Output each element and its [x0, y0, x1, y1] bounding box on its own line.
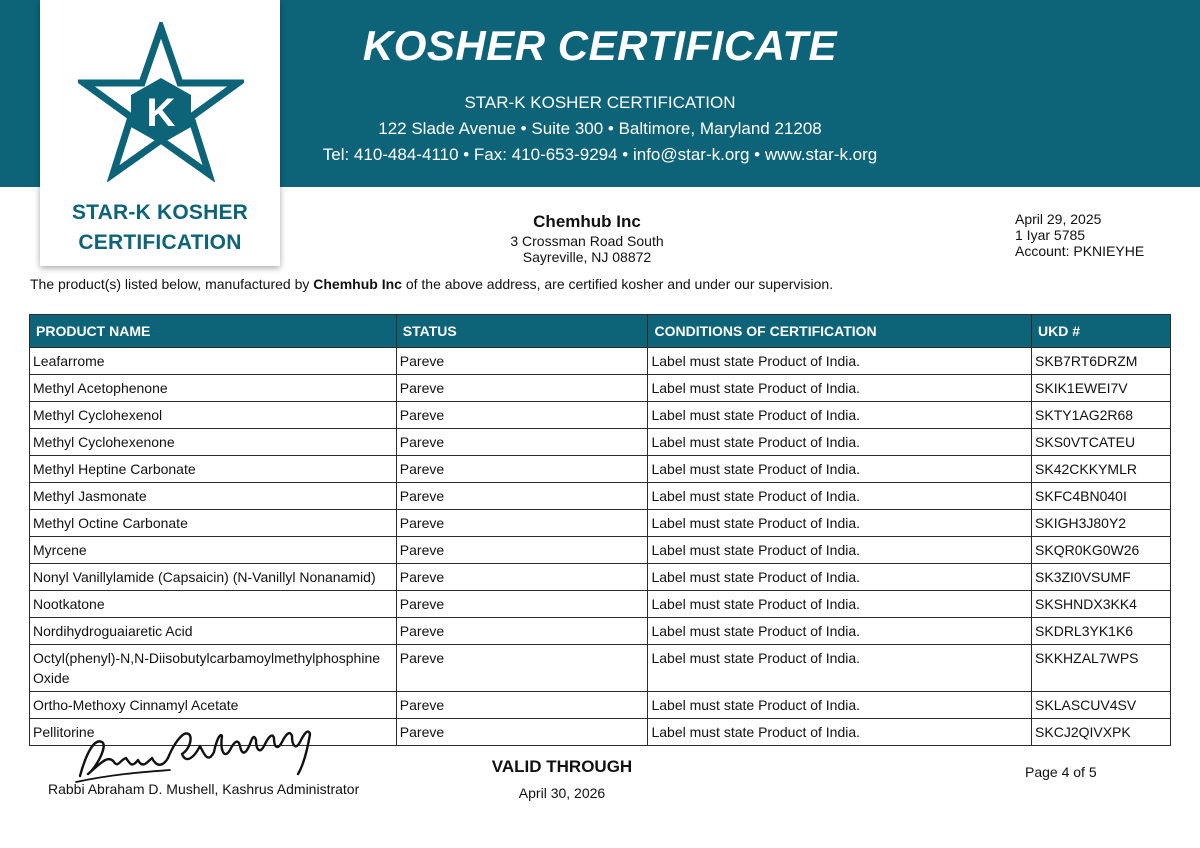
logo-letter: K — [146, 91, 176, 135]
status-cell: Pareve — [396, 537, 648, 564]
conditions-cell: Label must state Product of India. — [648, 456, 1032, 483]
table-row — [30, 348, 1171, 375]
status-cell: Pareve — [396, 483, 648, 510]
logo-text — [40, 198, 280, 258]
header-status: STATUS — [396, 315, 648, 348]
product-name-cell: Methyl Acetophenone — [30, 375, 397, 402]
product-name-cell: Octyl(phenyl)-N,N-Diisobutylcarbamoylmethylphosphine Oxide — [30, 645, 397, 692]
account-number: Account: PKNIEYHE — [1015, 243, 1145, 259]
table-row — [30, 375, 1171, 402]
product-name-cell: Nonyl Vanillylamide (Capsaicin) (N-Vanillyl Nonanamid) — [30, 564, 397, 591]
logo-text-line1: STAR-K KOSHER — [71, 201, 249, 224]
table-row — [30, 645, 1171, 692]
conditions-cell: Label must state Product of India. — [648, 591, 1032, 618]
conditions-cell: Label must state Product of India. — [648, 348, 1032, 375]
product-name-cell: Leafarrome — [30, 348, 397, 375]
company-city: Sayreville, NJ 08872 — [522, 249, 652, 265]
status-cell: Pareve — [396, 456, 648, 483]
ukd-cell: SKS0VTCATEU — [1032, 429, 1171, 456]
ukd-cell: SKTY1AG2R68 — [1032, 402, 1171, 429]
conditions-cell: Label must state Product of India. — [648, 429, 1032, 456]
table-header-row — [30, 315, 1171, 348]
conditions-cell: Label must state Product of India. — [648, 618, 1032, 645]
status-cell: Pareve — [396, 429, 648, 456]
certificate-title: KOSHER CERTIFICATE — [362, 22, 838, 69]
conditions-cell: Label must state Product of India. — [648, 483, 1032, 510]
ukd-cell: SKIGH3J80Y2 — [1032, 510, 1171, 537]
product-name-cell: Myrcene — [30, 537, 397, 564]
table-row — [30, 510, 1171, 537]
intro-company: Chemhub Inc — [313, 276, 402, 292]
product-name-cell: Methyl Octine Carbonate — [30, 510, 397, 537]
conditions-cell: Label must state Product of India. — [648, 719, 1032, 746]
ukd-cell: SKB7RT6DRZM — [1032, 348, 1171, 375]
org-name: STAR-K KOSHER CERTIFICATION — [464, 93, 736, 112]
signature — [74, 724, 324, 786]
table-row — [30, 483, 1171, 510]
table-row — [30, 591, 1171, 618]
status-cell: Pareve — [396, 375, 648, 402]
status-cell: Pareve — [396, 645, 648, 692]
status-cell: Pareve — [396, 402, 648, 429]
conditions-cell: Label must state Product of India. — [648, 692, 1032, 719]
product-name-cell: Methyl Cyclohexenone — [30, 429, 397, 456]
status-cell: Pareve — [396, 348, 648, 375]
product-name-cell: Methyl Cyclohexenol — [30, 402, 397, 429]
conditions-cell: Label must state Product of India. — [648, 645, 1032, 692]
org-contact: Tel: 410-484-4110 • Fax: 410-653-9294 • info@star-k.org • www.star-k.org — [322, 145, 878, 164]
product-name-cell: Methyl Heptine Carbonate — [30, 456, 397, 483]
star-k-logo — [40, 0, 280, 266]
conditions-cell: Label must state Product of India. — [648, 510, 1032, 537]
table-body — [30, 348, 1171, 746]
status-cell: Pareve — [396, 618, 648, 645]
issue-date: April 29, 2025 — [1015, 211, 1102, 227]
status-cell: Pareve — [396, 692, 648, 719]
valid-through-date: April 30, 2026 — [518, 785, 606, 801]
table-row — [30, 429, 1171, 456]
company-block — [420, 211, 754, 265]
product-name-cell: Nootkatone — [30, 591, 397, 618]
table-row — [30, 456, 1171, 483]
header-conditions: CONDITIONS OF CERTIFICATION — [648, 315, 1032, 348]
products-table — [29, 314, 1171, 746]
conditions-cell: Label must state Product of India. — [648, 537, 1032, 564]
logo-text-line2: CERTIFICATION — [78, 231, 242, 254]
ukd-cell: SKKHZAL7WPS — [1032, 645, 1171, 692]
table-row — [30, 537, 1171, 564]
table-row — [30, 402, 1171, 429]
intro-after: of the above address, are certified kosher and under our supervision. — [401, 276, 834, 292]
valid-through-label: VALID THROUGH — [491, 757, 633, 776]
valid-through-block — [462, 757, 662, 801]
conditions-cell: Label must state Product of India. — [648, 564, 1032, 591]
star-icon — [78, 22, 244, 182]
ukd-cell: SKCJ2QIVXPK — [1032, 719, 1171, 746]
table-row — [30, 564, 1171, 591]
status-cell: Pareve — [396, 564, 648, 591]
status-cell: Pareve — [396, 591, 648, 618]
ukd-cell: SKSHNDX3KK4 — [1032, 591, 1171, 618]
status-cell: Pareve — [396, 510, 648, 537]
intro-statement — [30, 276, 833, 292]
date-block — [1015, 211, 1144, 259]
conditions-cell: Label must state Product of India. — [648, 375, 1032, 402]
ukd-cell: SKDRL3YK1K6 — [1032, 618, 1171, 645]
ukd-cell: SKFC4BN040I — [1032, 483, 1171, 510]
ukd-cell: SKQR0KG0W26 — [1032, 537, 1171, 564]
product-name-cell: Ortho-Methoxy Cinnamyl Acetate — [30, 692, 397, 719]
ukd-cell: SK42CKKYMLR — [1032, 456, 1171, 483]
ukd-cell: SKIK1EWEI7V — [1032, 375, 1171, 402]
company-street: 3 Crossman Road South — [510, 233, 664, 249]
hebrew-date: 1 Iyar 5785 — [1015, 227, 1086, 243]
intro-before: The product(s) listed below, manufactured by — [30, 276, 314, 292]
conditions-cell: Label must state Product of India. — [648, 402, 1032, 429]
table-row — [30, 618, 1171, 645]
header-product-name: PRODUCT NAME — [30, 315, 397, 348]
signer-name: Rabbi Abraham D. Mushell, Kashrus Administrator — [48, 781, 360, 797]
product-name-cell: Pellitorine — [30, 719, 397, 746]
header-ukd: UKD # — [1032, 315, 1171, 348]
ukd-cell: SK3ZI0VSUMF — [1032, 564, 1171, 591]
company-name: Chemhub Inc — [533, 212, 641, 231]
status-cell: Pareve — [396, 719, 648, 746]
ukd-cell: SKLASCUV4SV — [1032, 692, 1171, 719]
table-row — [30, 692, 1171, 719]
page-number: Page 4 of 5 — [1025, 764, 1097, 780]
org-address: 122 Slade Avenue • Suite 300 • Baltimore, Maryland 21208 — [378, 119, 822, 138]
product-name-cell: Nordihydroguaiaretic Acid — [30, 618, 397, 645]
product-name-cell: Methyl Jasmonate — [30, 483, 397, 510]
